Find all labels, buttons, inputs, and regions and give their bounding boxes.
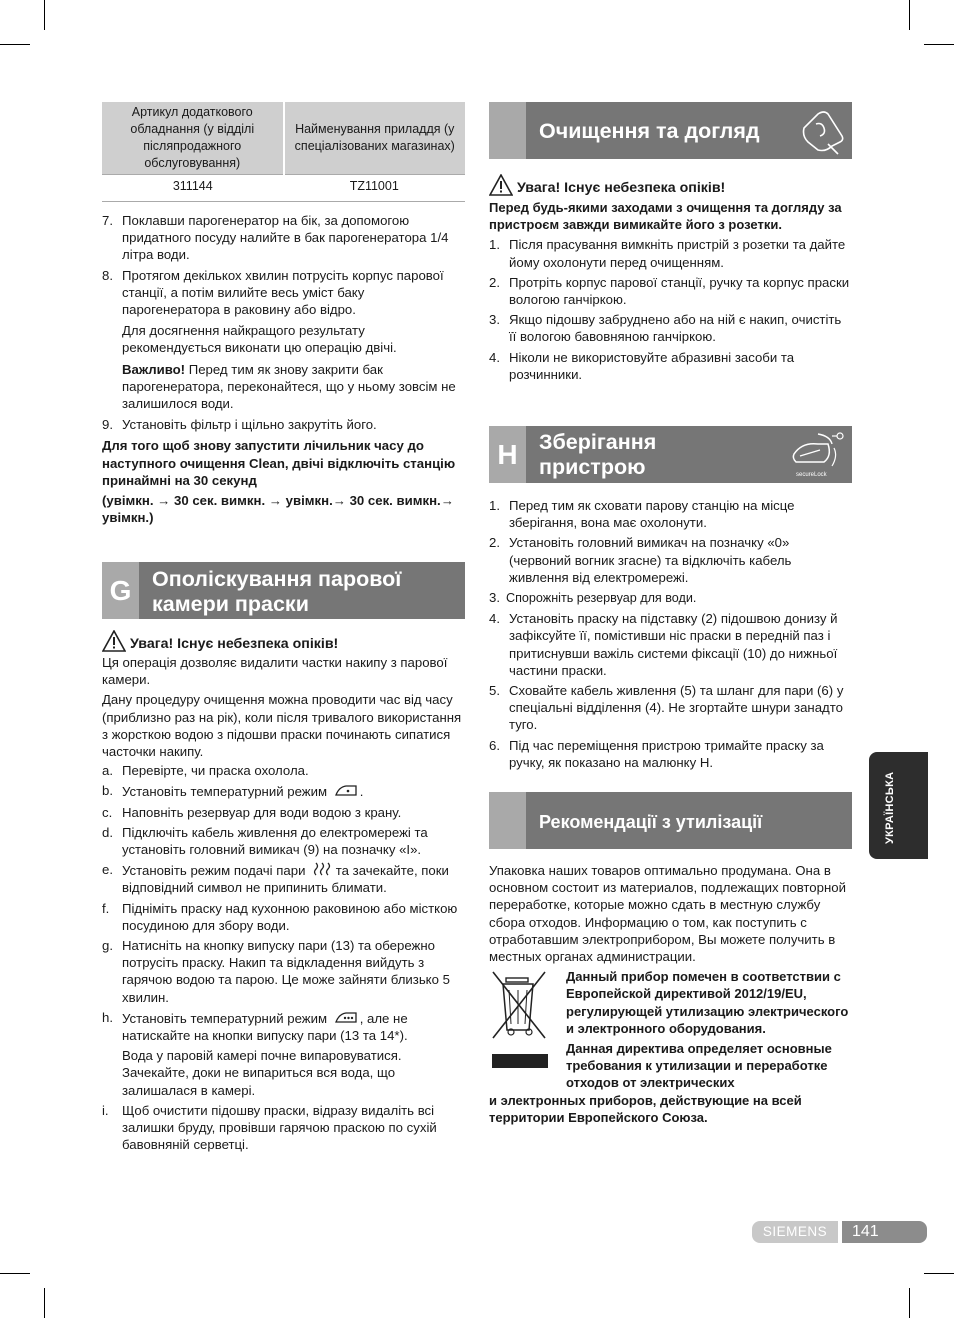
list-item [489, 737, 852, 771]
item-text: Підніміть праску над кухонною раковиною або місткою посудиною для збору води. [122, 900, 458, 933]
item-number: 4. [489, 349, 500, 365]
item-number: e. [102, 862, 113, 878]
section-g-body [102, 630, 465, 1153]
item-text: Сховайте кабель живлення (5) та шланг для пари (6) у спеціальні відділення (4). Не згортайте шнури занадто туго. [509, 683, 844, 733]
item-number: 5. [489, 683, 500, 699]
crop-mark [0, 1273, 30, 1274]
item-text: Щоб очистити підошву праски, відразу видаліть всі залишки бруду, провівши гарячою праскою по сухій бавовняній серветці. [122, 1102, 437, 1153]
section-title: Зберігання пристрою [539, 430, 657, 479]
warning-text: Увага! Існує небезпека опіків! [130, 636, 339, 652]
item-number: 3. [489, 590, 500, 606]
disposal-paragraph: Упаковка наших товаров оптимально продумана. Она в основном состоит из материалов, подлежащих повторной переработке, которые можно сдать в местную службу сбора отходов. Информацию о том, как поступить с отработавшим электроприбором, Вы можете получить в местных органах администрации. [489, 863, 846, 965]
lock-label: secureLock [796, 472, 827, 478]
table-header: Артикул додаткового обладнання (у відділі післяпродажного обслуговування) [102, 102, 284, 175]
brand-label: SIEMENS [752, 1221, 838, 1243]
important-label: Важливо! [122, 361, 186, 377]
crop-mark [924, 44, 954, 45]
weee-text: Данный прибор помечен в соответствии с Европейской директивой 2012/19/EU, регулирующей утилизацию электрического и электронного оборудования. [566, 969, 849, 1036]
item-text: Якщо підошву забруднено або на ній є накип, очистіть її вологою бавовняною ганчіркою. [509, 312, 842, 345]
iron-setting-1-icon [334, 782, 360, 798]
table-cell: TZ11001 [284, 175, 466, 202]
language-label: УКРАЇНСЬКА [884, 771, 896, 844]
list-item [102, 782, 465, 800]
list-item [489, 349, 852, 383]
item-number: 2. [489, 274, 500, 290]
list-item [102, 937, 465, 1006]
item-text: Натисніть на кнопку випуску пари (13) та обережно потрусіть праску. Накип та відкладення вийдуть з гарячою водою та парою. Це може зайняти близько 5 хвилин. [122, 938, 450, 1005]
crop-mark [44, 1288, 45, 1318]
item-number: 7. [102, 213, 113, 228]
care-bold-note: Перед будь-якими заходами з очищення та догляду за пристроєм завжди вимикайте його з розетки. [489, 200, 842, 233]
steam-icon [312, 861, 332, 878]
counter-note: Для того щоб знову запустити лічильник часу до наступного очищення Clean, двічі відключіть станцію принаймні на 30 секунд [102, 438, 456, 488]
list-item [489, 682, 852, 734]
table-row [102, 175, 465, 202]
item-text: Під час переміщення пристрою тримайте праску за ручку, як показано на малюнку H. [509, 737, 824, 770]
item-text: Підключіть кабель живлення до електромережі та установіть головний вимикач (9) на позначку «I». [122, 824, 428, 858]
item-text: Установіть фільтр і щільно закрутіть його. [122, 417, 377, 433]
item-text: Установіть головний вимикач на позначку «0» (червоний вогник згасне) та відключіть кабель живлення від електромережі. [509, 535, 792, 585]
item-number: 1. [489, 237, 500, 253]
item-number: 3. [489, 312, 500, 328]
table-cell: 311144 [102, 175, 284, 202]
list-item [489, 311, 852, 345]
item-tail: та зачекайте, поки відповідний символ не припинить блимати. [122, 863, 449, 896]
item-text: Після прасування вимкніть пристрій з розетки та дайте йому охолонути перед очищенням. [509, 237, 846, 270]
item-number: h. [102, 1009, 113, 1025]
crop-mark [0, 44, 30, 45]
item-number: a. [102, 763, 113, 779]
item-text: Ніколи не використовуйте абразивні засоби та розчинники. [509, 349, 795, 382]
item-number: g. [102, 938, 113, 954]
item-number: 4. [489, 611, 500, 627]
step-note: Для досягнення найкращого результату рекомендується виконати цю операцію двічі. [122, 323, 397, 356]
item-text: Протріть корпус парової станції, ручку та корпус праски вологою ганчіркою. [509, 274, 850, 308]
item-text: Установіть праску на підставку (2) підошвою донизу й зафіксуйте її, помістивши ніс праски в передній паз і притиснувши важіль системи фіксації (10) до нижньої частини праски. [509, 611, 838, 678]
section-h-header [489, 426, 852, 483]
item-number: f. [102, 900, 110, 916]
crossed-bin-icon [489, 970, 551, 1070]
page-number: 141 [842, 1221, 927, 1243]
item-text: Установіть режим подачі пари [122, 863, 306, 879]
counter-sequence: (увімкн. → 30 сек. вимкн. → увімкн.→ 30 сек. вимкн.→ увімкн.) [102, 493, 454, 526]
table-header: Найменування приладдя (у спеціалізованих магазинах) [284, 102, 466, 175]
paragraph: Ця операція дозволяє видалити частки накипу з парової камери. [102, 655, 448, 688]
item-number: 6. [489, 737, 500, 753]
warning-text: Увага! Існує небезпека опіків! [517, 180, 726, 196]
accessory-table [102, 102, 465, 202]
section-letter: H [489, 426, 526, 483]
iron-setting-3-icon [334, 1009, 360, 1025]
section-title: Рекомендації з утилізації [539, 812, 763, 832]
list-item [102, 267, 465, 319]
item-text: Протягом декількох хвилин потрусіть корпус парової станції, а потім вилийте весь уміст баку парогенератора в раковину або відро. [122, 267, 444, 318]
item-number: d. [102, 824, 113, 840]
section-tab [489, 792, 526, 849]
list-item [102, 900, 465, 934]
iron-lock-icon [788, 428, 848, 480]
item-number: i. [102, 1102, 109, 1118]
item-text: Поклавши парогенератор на бік, за допомогою придатного посуду налийте в бак парогенератора 1/4 літра води. [122, 213, 449, 263]
language-tab [869, 752, 928, 859]
item-text: Наповніть резервуар для води водою з крану. [122, 804, 402, 820]
crop-mark [909, 0, 910, 30]
list-item [489, 589, 852, 607]
section-h-body [489, 497, 852, 771]
paragraph: Дану процедуру очищення можна проводити час від часу (приблизно раз на рік), коли після тривалого використання з жорсткою водою з підошви праски починають сипатися часточки накипу. [102, 692, 462, 760]
list-item [102, 824, 465, 858]
list-item [489, 534, 852, 586]
section-care-body [489, 174, 852, 383]
list-item [102, 861, 465, 896]
weee-text: и электронных приборов, действующие на всей территории Европейского Союза. [489, 1092, 802, 1125]
list-item [102, 212, 465, 264]
left-column [102, 212, 465, 526]
list-item [102, 762, 465, 779]
item-text: Установіть температурний режим [122, 1010, 328, 1026]
section-disposal-header [489, 792, 852, 849]
item-text: Перевірте, чи праска охолола. [122, 763, 309, 779]
list-item [489, 274, 852, 308]
item-tail: , але не натискайте на кнопки випуску пари (13 та 14*). [122, 1010, 408, 1044]
step-note: Вода у паровій камері почне випаровуватися. Зачекайте, доки не випариться вся вода, що залишалася в камері. [122, 1048, 402, 1098]
warning-icon [102, 630, 126, 652]
weee-text: Данная директива определяет основные требования к утилизации и переработке отходов от электрических [566, 1041, 832, 1091]
section-title: Ополіскування парової камери праски [152, 567, 402, 616]
item-number: 2. [489, 535, 500, 551]
crop-mark [924, 1273, 954, 1274]
item-number: c. [102, 804, 113, 820]
warning-icon [489, 174, 513, 196]
burn-warning [102, 630, 465, 652]
burn-warning [489, 174, 852, 196]
crop-mark [44, 0, 45, 30]
list-item [102, 804, 465, 821]
item-tail: . [359, 784, 364, 800]
crop-mark [909, 1288, 910, 1318]
item-number: 8. [102, 267, 113, 283]
section-disposal-body [489, 862, 852, 1126]
section-care-header [489, 102, 852, 159]
list-item [489, 610, 852, 679]
list-item [102, 416, 465, 433]
step-important [102, 361, 465, 413]
section-tab [489, 102, 526, 159]
item-number: 9. [102, 417, 113, 433]
item-text: Спорожніть резервуар для води. [506, 591, 697, 606]
hand-cloth-icon [798, 106, 848, 156]
item-text: Перед тим як сховати парову станцію на місце зберігання, вона має охолонути. [509, 498, 795, 531]
section-g-header [102, 562, 465, 619]
weee-block [489, 968, 852, 1126]
list-item [489, 236, 852, 270]
section-title: Очищення та догляд [539, 119, 760, 143]
item-number: 1. [489, 498, 500, 513]
item-text: Установіть температурний режим [122, 784, 328, 800]
list-item [489, 497, 852, 531]
important-text: Перед тим як знову закрити бак парогенератора, переконайтеся, що у ньому зовсім не залишилося води. [122, 361, 456, 412]
item-number: b. [102, 783, 113, 799]
list-item [102, 1102, 465, 1154]
section-letter: G [102, 562, 139, 619]
list-item [102, 1009, 465, 1044]
